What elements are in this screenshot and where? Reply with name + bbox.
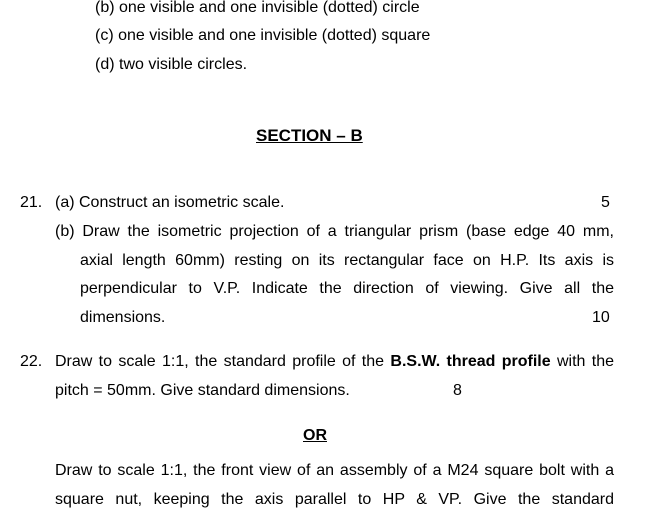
q21-number: 21. [20, 194, 43, 211]
q21-part-b-line1: (b) Draw the isometric projection of a triangular prism (base edge 40 mm, [55, 223, 614, 240]
or-divider: OR [303, 427, 327, 444]
option-c: (c) one visible and one invisible (dotted) square [95, 27, 431, 44]
q22-alt-line2: square nut, keeping the axis parallel to HP & VP. Give the standard [55, 491, 614, 508]
q22-thread-profile-term: B.S.W. thread profile [390, 353, 551, 370]
q22-line2: pitch = 50mm. Give standard dimensions. [55, 382, 350, 399]
section-heading: SECTION – B [256, 126, 363, 145]
q21-part-a-marks: 5 [601, 194, 610, 211]
q22-marks: 8 [453, 382, 462, 399]
q21-part-b-line2: axial length 60mm) resting on its rectangular face on H.P. Its axis is [80, 252, 614, 269]
q21-part-a: (a) Construct an isometric scale. [55, 194, 285, 211]
q21-part-b-marks: 10 [592, 309, 610, 326]
q22-line1-text-end: with the [550, 353, 615, 370]
q22-line1-text: Draw to scale 1:1, the standard profile of the [55, 353, 391, 370]
q21-part-b-line4: dimensions. [80, 309, 166, 326]
option-d: (d) two visible circles. [95, 56, 248, 73]
q21-part-b-line3: perpendicular to V.P. Indicate the direction of viewing. Give all the [80, 280, 614, 297]
q22-number: 22. [20, 353, 43, 370]
q22-alt-line1: Draw to scale 1:1, the front view of an assembly of a M24 square bolt with a [55, 462, 614, 479]
option-b: (b) one visible and one invisible (dotted) circle [95, 0, 420, 16]
q22-line1 [55, 352, 614, 372]
